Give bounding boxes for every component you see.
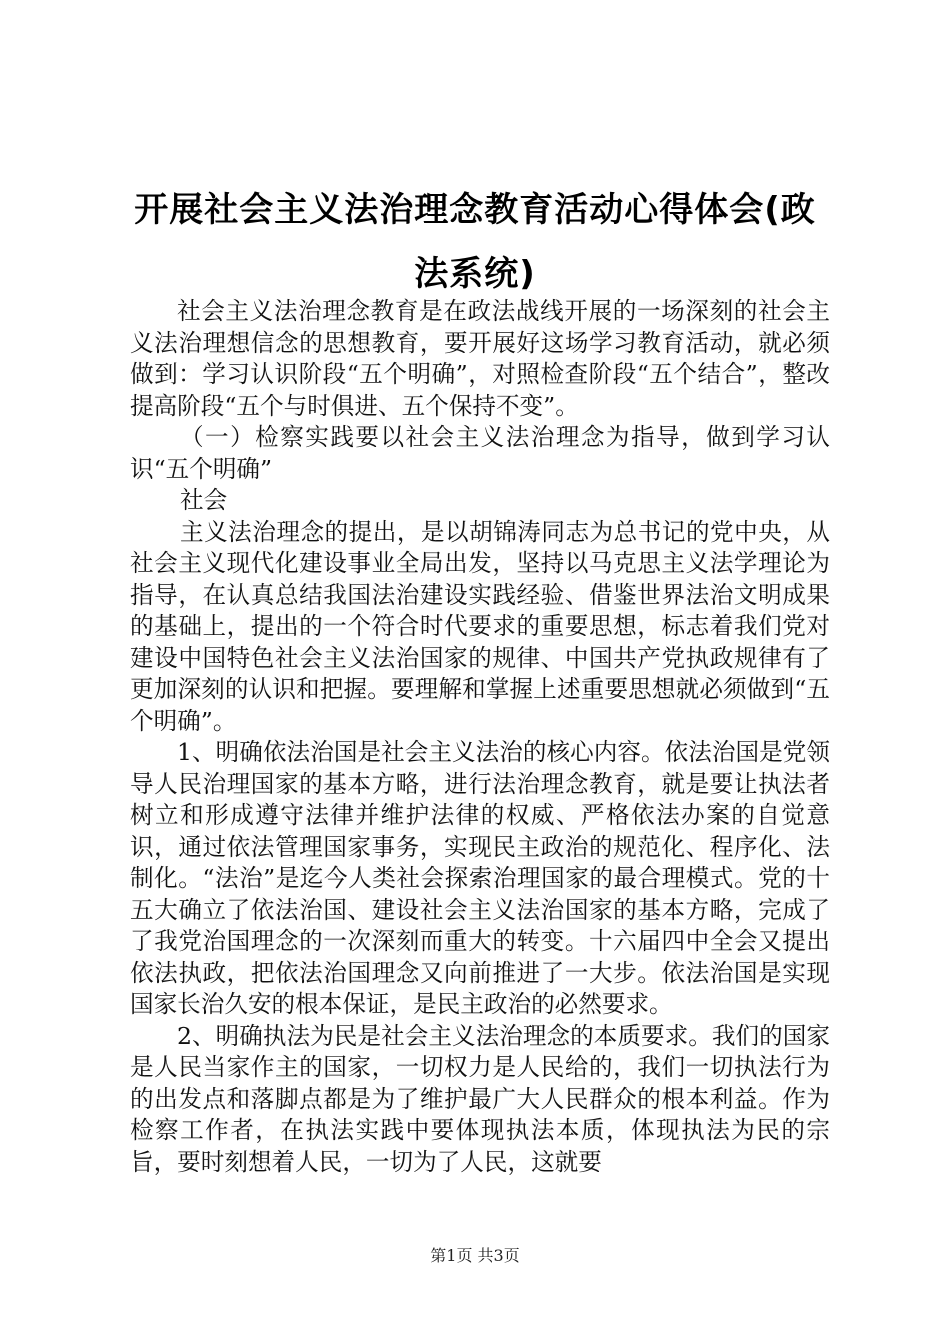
section-heading: （一）检察实践要以社会主义法治理念为指导，做到学习认识“五个明确” bbox=[130, 423, 830, 483]
intro-paragraph: 社会主义法治理念教育是在政法战线开展的一场深刻的社会主义法治理想信念的思想教育，要开展好这场学习教育活动，就必须做到：学习认识阶段“五个明确”，对照检查阶段“五个结合”，整改提高阶段“五个与时俱进、五个保持不变”。 bbox=[130, 297, 830, 420]
numbered-paragraph-1: 1、明确依法治国是社会主义法治的核心内容。依法治国是党领导人民治理国家的基本方略，进行法治理念教育，就是要让执法者树立和形成遵守法律并维护法律的权威、严格依法办案的自觉意识，通过依法管理国家事务，实现民主政治的规范化、程序化、法制化。“法治”是迄今人类社会探索治理国家的最合理模式。党的十五大确立了依法治国、建设社会主义法治国家的基本方略，完成了了我党治国理念的一次深刻而重大的转变。十六届四中全会又提出依法执政，把依法治国理念又向前推进了一大步。依法治国是实现国家长治久安的根本保证，是民主政治的必然要求。 bbox=[130, 738, 830, 1018]
short-paragraph: 社会 bbox=[180, 486, 228, 514]
numbered-paragraph-2: 2、明确执法为民是社会主义法治理念的本质要求。我们的国家是人民当家作主的国家，一切权力是人民给的，我们一切执法行为的出发点和落脚点都是为了维护最广大人民群众的根本利益。作为检察工作者，在执法实践中要体现执法本质，体现执法为民的宗旨，要时刻想着人民，一切为了人民，这就要 bbox=[130, 1021, 830, 1176]
body-paragraph: 主义法治理念的提出，是以胡锦涛同志为总书记的党中央，从社会主义现代化建设事业全局出发，坚持以马克思主义法学理论为指导，在认真总结我国法治建设实践经验、借鉴世界法治文明成果的基础上，提出的一个符合时代要求的重要思想，标志着我们党对建设中国特色社会主义法治国家的规律、中国共产党执政规律有了更加深刻的认识和把握。要理解和掌握上述重要思想就必须做到“五个明确”。 bbox=[130, 517, 830, 735]
page-number-footer: 第1页 共3页 bbox=[430, 1246, 520, 1265]
document-body bbox=[130, 296, 830, 1178]
document-title: 开展社会主义法治理念教育活动心得体会(政法系统) bbox=[134, 190, 816, 294]
